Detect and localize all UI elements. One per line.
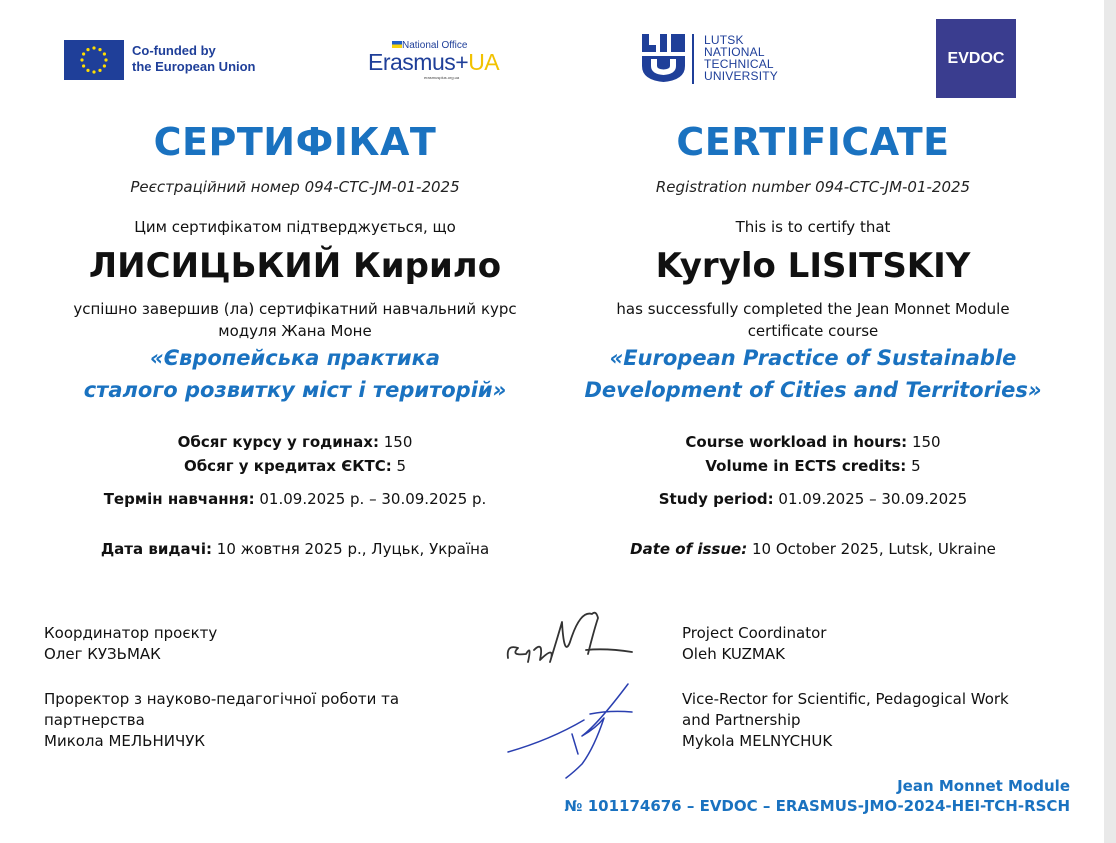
credits-row-en [560,454,1066,478]
hours-row-en [560,430,1066,454]
issue-value-ua: 10 жовтня 2025 р., Луцьк, Україна [216,540,490,558]
completion-line2-ua: модуля Жана Моне [218,322,372,340]
completion-line1-en: has successfully completed the Jean Monnet Module [616,300,1010,318]
eu-logo-line1: Co-funded by [132,43,216,58]
vice-rector-signature [500,678,640,782]
issue-date-en [560,540,1066,558]
credits-row-ua [40,454,550,478]
lntu-logo-text [704,34,778,82]
certify-text-ua: Цим сертифікатом підтверджується, що [134,218,456,236]
course-line2-ua: сталого розвитку міст і територій» [83,378,507,402]
hours-label-en: Course workload in hours: [685,433,908,451]
registration-number-en: Registration number 094-CTC-JM-01-2025 [655,178,971,196]
vice-rector-role2-en: and Partnership [682,711,801,729]
hours-value-ua: 150 [383,433,413,451]
coordinator-signature [500,600,640,680]
ukraine-flag-icon [392,41,402,48]
study-period-en [560,490,1066,508]
erasmus-url: erasmusplus.org.ua [424,75,460,80]
footer-line1: Jean Monnet Module [897,777,1070,795]
course-title-en [560,342,1066,406]
hours-label-ua: Обсяг курсу у годинах: [177,433,379,451]
course-line1-en: «European Practice of Sustainable [609,346,1017,370]
eu-logo-line2: the European Union [132,59,256,74]
coordinator-block-en [682,623,826,665]
erasmus-office-text: National Office [402,40,468,51]
vice-rector-role2-ua: партнерства [44,711,145,729]
coordinator-role-en: Project Coordinator [682,624,827,642]
period-label-en: Study period: [658,490,774,508]
workload-en [560,430,1066,478]
coordinator-block-ua [44,623,217,665]
vice-rector-role1-ua: Проректор з науково-педагогічної роботи та [44,690,400,708]
completion-line1-ua: успішно завершив (ла) сертифікатний навчальний курс [73,300,517,318]
hours-row-ua [40,430,550,454]
certificate-title-en: CERTIFICATE [676,120,950,164]
erasmus-ua-logo [368,40,508,82]
completion-text-ua [40,298,550,342]
lntu-line2: NATIONAL [704,45,765,59]
issue-label-en: Date of issue: [630,540,748,558]
certificate-title-ua: СЕРТИФІКАТ [153,120,437,164]
period-value-en: 01.09.2025 – 30.09.2025 [778,490,968,508]
study-period-ua [40,490,550,508]
page-edge [1104,0,1116,843]
erasmus-wordmark [368,49,499,76]
lntu-divider [692,34,694,84]
registration-number-ua: Реєстраційний номер 094-CTC-JM-01-2025 [130,178,460,196]
course-line2-en: Development of Cities and Territories» [584,378,1042,402]
lntu-line1: LUTSK [704,33,744,47]
lntu-emblem-icon [640,32,688,84]
coordinator-name-ua: Олег КУЗЬМАК [44,645,161,663]
footer-line2: № 101174676 – EVDOC – ERASMUS-JMO-2024-HEI-TCH-RSCH [564,797,1070,815]
recipient-name-ua: ЛИСИЦЬКИЙ Кирило [88,246,502,286]
lntu-logo [640,32,810,87]
eu-flag-icon [64,40,124,80]
erasmus-main-text: Erasmus+ [368,49,469,75]
workload-ua [40,430,550,478]
lntu-line3: TECHNICAL [704,57,774,71]
credits-label-en: Volume in ECTS credits: [705,457,907,475]
vice-rector-role1-en: Vice-Rector for Scientific, Pedagogical Work [682,690,1009,708]
vice-rector-block-ua [44,689,399,752]
credits-value-ua: 5 [396,457,407,475]
vice-rector-name-ua: Микола МЕЛЬНИЧУК [44,732,206,750]
eu-cofunded-logo [64,40,264,80]
credits-label-ua: Обсяг у кредитах ЄКТС: [183,457,392,475]
evdoc-logo: EVDOC [936,19,1016,98]
certify-text-en: This is to certify that [735,218,891,236]
course-title-ua [40,342,550,406]
coordinator-role-ua: Координатор проєкту [44,624,218,642]
issue-label-ua: Дата видачі: [100,540,213,558]
issue-value-en: 10 October 2025, Lutsk, Ukraine [752,540,996,558]
recipient-name-en: Kyrylo LISITSKIY [655,246,971,286]
coordinator-name-en: Oleh KUZMAK [682,645,785,663]
credits-value-en: 5 [911,457,921,475]
project-footer [564,776,1070,816]
lntu-line4: UNIVERSITY [704,69,779,83]
hours-value-en: 150 [911,433,941,451]
eu-logo-text [132,43,256,75]
course-line1-ua: «Європейська практика [149,346,440,370]
vice-rector-name-en: Mykola MELNYCHUK [682,732,833,750]
completion-line2-en: certificate course [747,322,879,340]
period-value-ua: 01.09.2025 р. – 30.09.2025 р. [259,490,487,508]
period-label-ua: Термін навчання: [103,490,255,508]
completion-text-en [560,298,1066,342]
vice-rector-block-en [682,689,1009,752]
issue-date-ua [40,540,550,558]
erasmus-ua-text: UA [468,49,500,75]
